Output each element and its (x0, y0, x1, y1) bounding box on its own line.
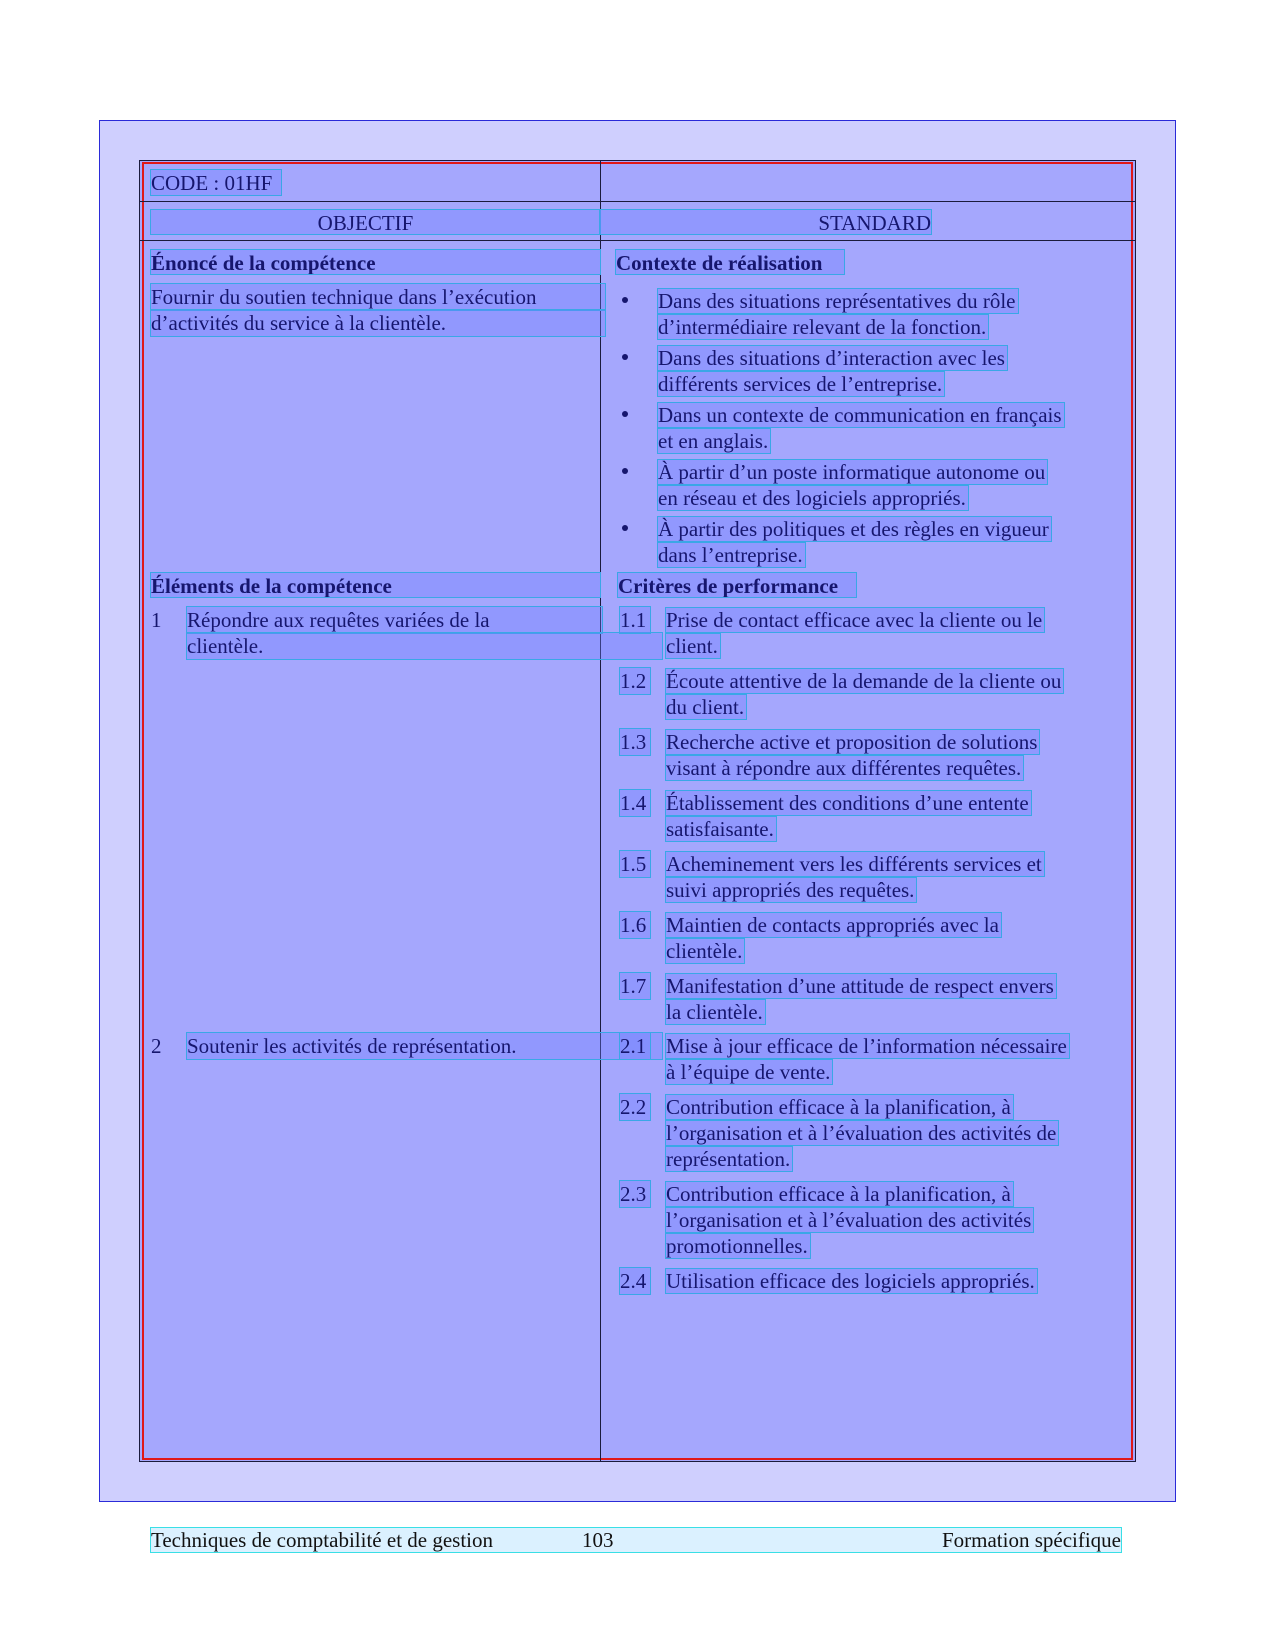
critere-number: 1.5 (620, 851, 650, 877)
enonce-line: d’activités du service à la clientèle. (151, 310, 605, 336)
critere-line: l’organisation et à l’évaluation des activités (666, 1208, 1032, 1232)
bullet-icon (620, 345, 630, 371)
page-footer (151, 1528, 1121, 1552)
critere-line: du client. (666, 695, 745, 719)
critere-line: Utilisation efficace des logiciels appropriés. (666, 1269, 1035, 1293)
critere-line: Contribution efficace à la planification, à (666, 1095, 1011, 1119)
critere-line: client. (666, 634, 718, 658)
page-number: 103 (582, 1528, 614, 1552)
critere-line: l’organisation et à l’évaluation des activités de (666, 1121, 1057, 1145)
critere-line: Établissement des conditions d’une entente (666, 791, 1029, 815)
critere-number: 1.2 (620, 668, 650, 694)
elements-heading: Éléments de la compétence (151, 573, 600, 597)
column-header-objectif: OBJECTIF (151, 210, 600, 234)
critere-number: 1.3 (620, 729, 650, 755)
contexte-line: Dans des situations d’interaction avec les (658, 346, 1005, 370)
contexte-heading: Contexte de réalisation (616, 250, 844, 274)
critere-number: 1.4 (620, 790, 650, 816)
critere-number: 1.7 (620, 973, 650, 999)
footer-program: Techniques de comptabilité et de gestion (151, 1528, 494, 1552)
contexte-line: et en anglais. (658, 429, 769, 453)
contexte-line: différents services de l’entreprise. (658, 372, 943, 396)
critere-number: 2.1 (620, 1033, 650, 1059)
enonce-heading: Énoncé de la compétence (151, 250, 600, 274)
critere-number: 2.3 (620, 1181, 650, 1207)
critere-number: 1.1 (620, 607, 650, 633)
critere-line: à l’équipe de vente. (666, 1060, 831, 1084)
element-line: Répondre aux requêtes variées de la (187, 607, 602, 633)
competency-code: CODE : 01HF (151, 170, 281, 195)
enonce-text (151, 284, 603, 336)
critere-line: Écoute attentive de la demande de la cliente ou (666, 669, 1062, 693)
critere-line: clientèle. (666, 939, 743, 963)
critere-line: Maintien de contacts appropriés avec la (666, 913, 999, 937)
critere-number: 2.2 (620, 1094, 650, 1120)
contexte-line: À partir des politiques et des règles en vigueur (658, 517, 1049, 541)
element-text (187, 607, 662, 659)
critere-line: suivi appropriés des requêtes. (666, 878, 915, 902)
bullet-icon (620, 459, 630, 485)
column-divider (600, 160, 601, 1462)
contexte-line: en réseau et des logiciels appropriés. (658, 486, 966, 510)
critere-line: satisfaisante. (666, 817, 774, 841)
bullet-icon (620, 402, 630, 428)
critere-line: Recherche active et proposition de solutions (666, 730, 1038, 754)
row-divider (139, 201, 1136, 202)
critere-line: visant à répondre aux différentes requêtes. (666, 756, 1022, 780)
critere-line: Acheminement vers les différents services et (666, 852, 1042, 876)
critere-line: représentation. (666, 1147, 791, 1171)
bullet-icon (620, 516, 630, 542)
bullet-icon (620, 288, 630, 314)
critere-line: Contribution efficace à la planification, à (666, 1182, 1011, 1206)
enonce-line: Fournir du soutien technique dans l’exécution (151, 284, 605, 310)
critere-number: 2.4 (620, 1268, 650, 1294)
element-line: clientèle. (187, 633, 662, 659)
contexte-line: Dans un contexte de communication en français (658, 403, 1062, 427)
element-number: 1 (151, 608, 162, 632)
critere-line: Prise de contact efficace avec la cliente ou le (666, 608, 1043, 632)
contexte-line: À partir d’un poste informatique autonome ou (658, 460, 1046, 484)
critere-line: Mise à jour efficace de l’information nécessaire (666, 1034, 1067, 1058)
column-header-standard: STANDARD (600, 210, 931, 234)
row-divider (139, 240, 1136, 241)
criteres-heading: Critères de performance (618, 573, 856, 597)
element-text (187, 1033, 662, 1059)
footer-section: Formation spécifique (941, 1528, 1121, 1552)
critere-line: la clientèle. (666, 1000, 763, 1024)
critere-number: 1.6 (620, 912, 650, 938)
element-line: Soutenir les activités de représentation. (187, 1033, 662, 1059)
contexte-line: d’intermédiaire relevant de la fonction. (658, 315, 987, 339)
element-number: 2 (151, 1034, 162, 1058)
critere-line: Manifestation d’une attitude de respect envers (666, 974, 1054, 998)
contexte-line: Dans des situations représentatives du rôle (658, 289, 1016, 313)
critere-line: promotionnelles. (666, 1234, 808, 1258)
contexte-line: dans l’entreprise. (658, 543, 803, 567)
